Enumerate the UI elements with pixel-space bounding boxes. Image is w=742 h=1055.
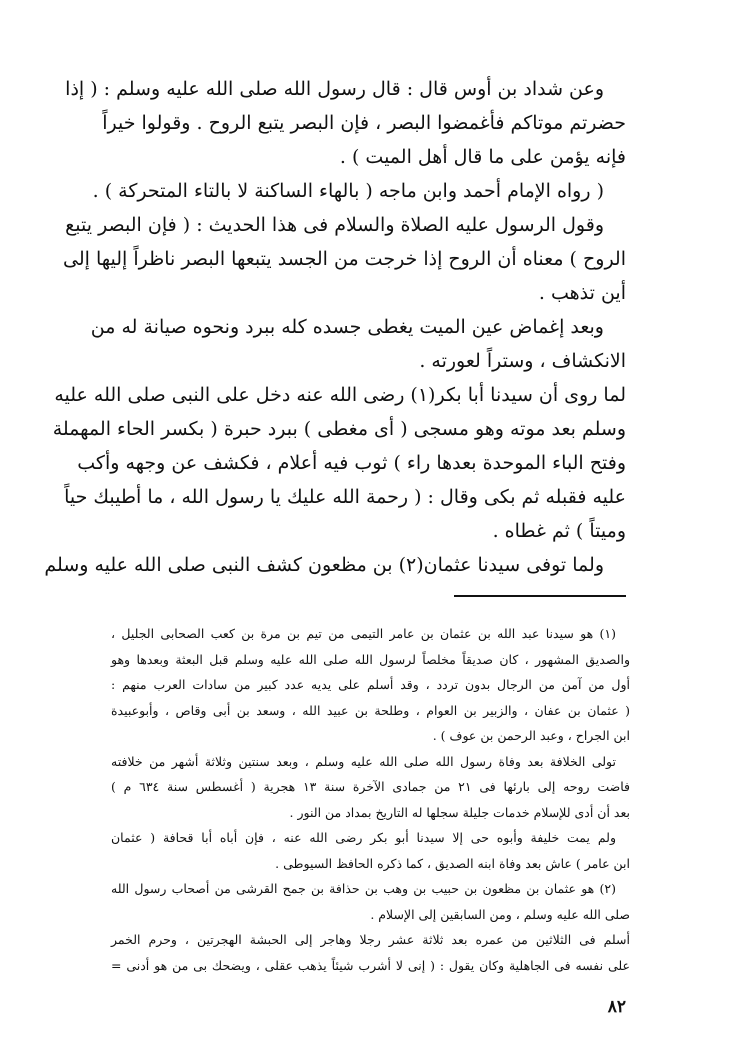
text-line: حضرتم موتاكم فأغمضوا البصر ، فإن البصر يتبع الروح . وقولوا خيراً (102, 112, 626, 134)
footnote-line: فاضت روحه إلى بارئها فى ٢١ من جمادى الآخرة سنة ١٣ هجرية ( أغسطس سنة ٦٣٤ م ) (111, 779, 630, 794)
footnote-line: على نفسه فى الجاهلية وكان يقول : ( إنى لا أشرب شيئاً يذهب عقلى ، ويضحك بى من هو أدنى = (111, 957, 630, 973)
footnote-line: تولى الخلافة بعد وفاة رسول الله صلى الله عليه وسلم ، وبعد سنتين وثلاثة أشهر من خلافته (111, 753, 616, 769)
text-line: ولما توفى سيدنا عثمان(٢) بن مظعون كشف النبى صلى الله عليه وسلم (44, 554, 604, 576)
footnote-line: ولم يمت خليفة وأبوه حى إلا سيدنا أبو بكر رضى الله عنه ، فإن أباه أبا قحافة ( عثمان (111, 830, 616, 845)
text-line: وميتاً ) ثم غطاه . (492, 520, 626, 542)
text-line: ( رواه الإمام أحمد وابن ماجه ( بالهاء الساكنة لا بالتاء المتحركة ) . (92, 180, 604, 202)
footnotes (111, 621, 630, 978)
footnote-line: صلى الله عليه وسلم ، ومن السابقين إلى الإسلام . (370, 906, 630, 922)
footnote-line: ابن عامر ) عاش بعد وفاة ابنه الصديق ، كما ذكره الحافظ السيوطى . (275, 855, 630, 871)
text-line: وفتح الباء الموحدة بعدها راء ) ثوب فيه أعلام ، فكشف عن وجهه وأكب (77, 452, 626, 474)
text-line: عليه فقبله ثم بكى وقال : ( رحمة الله عليك يا رسول الله ، ما أطيبك حياً (64, 486, 626, 508)
text-line: الانكشاف ، وستراً لعورته . (419, 350, 626, 372)
footnote-divider (454, 595, 626, 597)
footnote-line: والصديق المشهور ، كان صديقاً مخلصاً لرسول الله صلى الله عليه وسلم قبل البعثة وبعدها وهو (111, 651, 630, 667)
footnote-line: بعد أن أدى للإسلام خدمات جليلة سجلها له التاريخ بمداد من النور . (289, 804, 630, 820)
footnote-line: أول من آمن من الرجال بدون تردد ، وقد أسلم على يديه عدد كبير من سادات العرب منهم : (111, 677, 630, 692)
page-number: ٨٢ (607, 997, 626, 1017)
text-line: وسلم بعد موته وهو مسجى ( أى مغطى ) ببرد حبرة ( بكسر الحاء المهملة (52, 418, 626, 440)
footnote-line: ابن الجراح ، وعبد الرحمن بن عوف ) . (432, 728, 630, 743)
text-line: فإنه يؤمن على ما قال أهل الميت ) . (339, 146, 626, 168)
footnote-line: (٢) هو عثمان بن مظعون بن حبيب بن وهب بن حذافة بن جمح القرشى من أصحاب رسول الله (111, 881, 616, 896)
text-line: وقول الرسول عليه الصلاة والسلام فى هذا الحديث : ( فإن البصر يتبع (65, 214, 604, 236)
text-line: وعن شداد بن أوس قال : قال رسول الله صلى الله عليه وسلم : ( إذا (65, 78, 604, 100)
text-line: الروح ) معناه أن الروح إذا خرجت من الجسد يتبعها البصر ناظراً إليها إلى (63, 248, 626, 270)
text-line: لما روى أن سيدنا أبا بكر(١) رضى الله عنه دخل على النبى صلى الله عليه (54, 384, 626, 406)
text-line: أين تذهب . (538, 282, 626, 304)
footnote-line: أسلم فى الثلاثين من عمره بعد ثلاثة عشر رجلا وهاجر إلى الحبشة الهجرتين ، وحرم الخمر (111, 932, 630, 947)
main-text (44, 72, 626, 582)
footnote-line: (١) هو سيدنا عبد الله بن عثمان بن عامر التيمى من تيم بن مرة بن كعب الصحابى الجليل ، (111, 626, 616, 641)
text-line: وبعد إغماض عين الميت يغطى جسده كله ببرد ونحوه صيانة له من (90, 316, 604, 338)
footnote-line: ( عثمان بن عفان ، والزبير بن العوام ، وطلحة بن عبيد الله ، وسعد بن أبى وقاص ، وأبوعبيدة (111, 702, 630, 718)
